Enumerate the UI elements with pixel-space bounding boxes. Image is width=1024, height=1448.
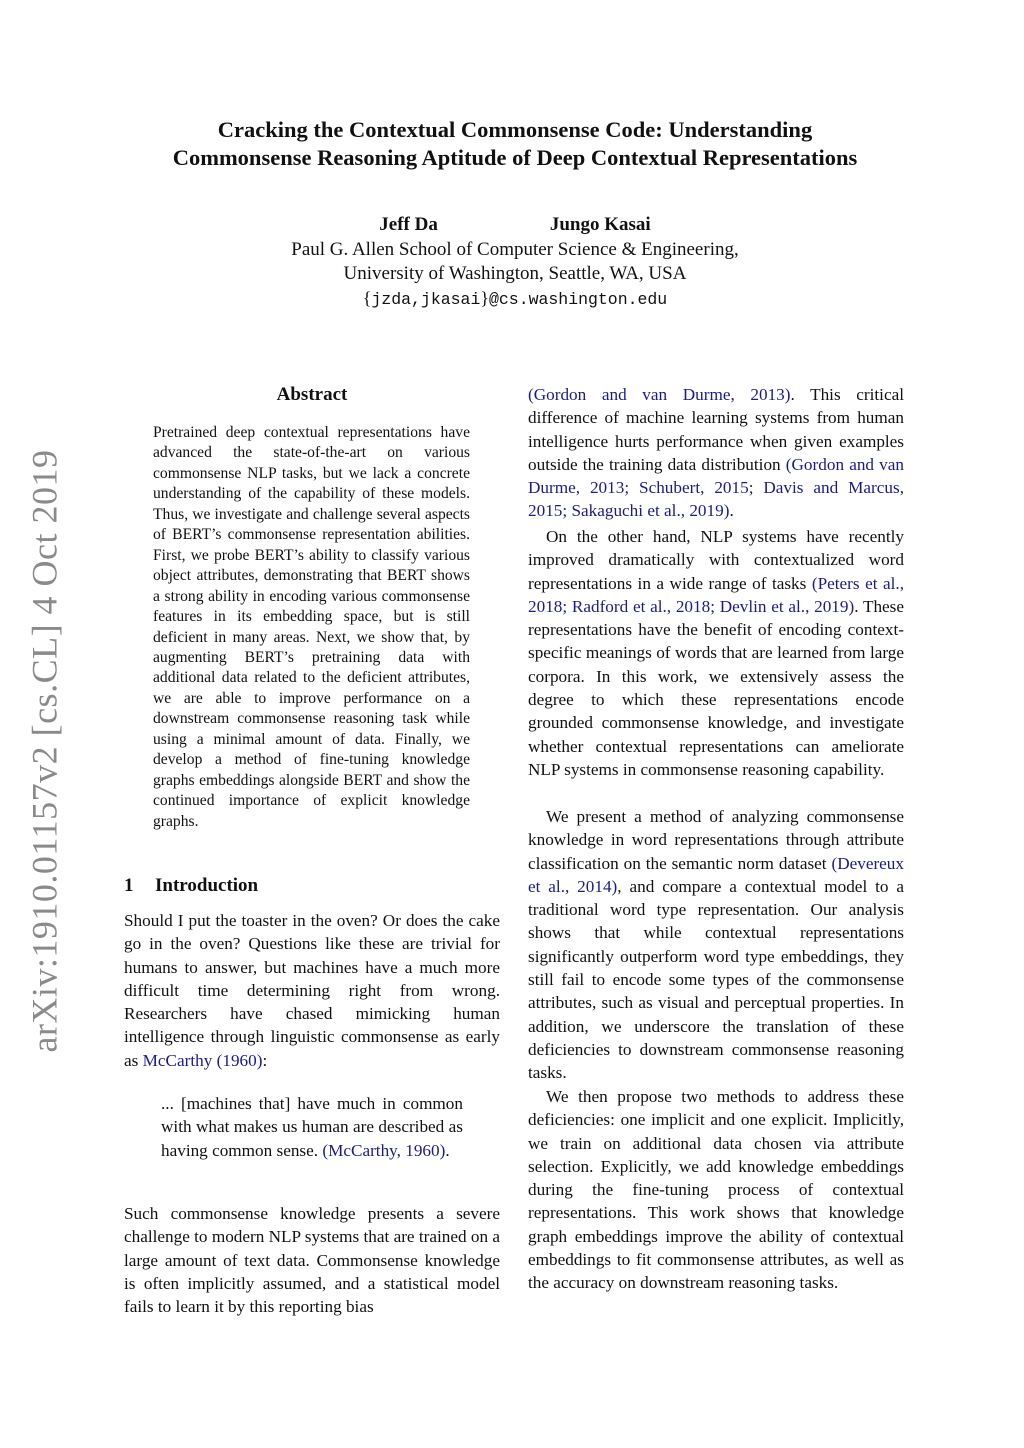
affiliation-line-1: Paul G. Allen School of Computer Science & Engineering, — [291, 239, 739, 260]
author-list — [90, 212, 940, 238]
intro-paragraph-4 — [528, 525, 904, 781]
email-domain: @cs.washington.edu — [488, 290, 668, 309]
citation-link[interactable]: (Devereux et al., 2014) — [528, 853, 904, 896]
quote-text: ... [machines that] have much in common with what makes us human are described as having common sense. — [161, 1094, 463, 1160]
affiliation — [90, 238, 940, 286]
citation-link[interactable]: (Peters et al., 2018; Radford et al., 2018; Devlin et al., 2019) — [528, 573, 904, 616]
intro-paragraph-6: We then propose two methods to address these deficiencies: one implicit and one explicit. Implicitly, we train on additional data chosen via attribute selection. Explicitly, we add knowledge embeddings during the fine-tuning process of contextual representations. This work shows that knowledge graph embeddings improve the ability of contextual embeddings to fit commonsense attributes, as well as the accuracy on downstream reasoning tasks. — [528, 1087, 904, 1293]
paragraph-text: . — [729, 501, 734, 521]
section-title: Introduction — [155, 875, 259, 896]
section-number: 1 — [124, 875, 134, 896]
intro-paragraph-3 — [528, 383, 904, 523]
arxiv-watermark — [14, 449, 76, 1053]
title-line-2: Commonsense Reasoning Aptitude of Deep Contextual Representations — [172, 145, 858, 170]
citation-link[interactable]: McCarthy — [142, 1050, 213, 1070]
paper-title — [90, 116, 940, 172]
abstract-heading: Abstract — [276, 384, 348, 405]
author-name: Jungo Kasai — [549, 214, 651, 235]
paragraph-text: . These representations have the benefit of encoding context-specific meanings of words that are learned from large corpora. In this work, we extensively assess the degree to which these representations encode grounded commonsense knowledge, and investigate whether contextual representations can ameliorate NLP systems in commonsense reasoning capability. — [528, 596, 904, 779]
citation-link[interactable]: (McCarthy, 1960) — [322, 1140, 446, 1160]
paragraph-text: On the other hand, NLP systems have recently improved dramatically with contextualized word representations in a wide range of tasks — [528, 527, 904, 593]
affiliation-line-2: University of Washington, Seattle, WA, USA — [343, 263, 687, 284]
arxiv-identifier: arXiv:1910.01157v2 [cs.CL] 4 Oct 2019 — [25, 449, 66, 1053]
section-heading — [124, 873, 500, 899]
paragraph-text: Should I put the toaster in the oven? Or does the cake go in the oven? Questions like these are trivial for humans to answer, but machines have a much more difficult time determining right from wrong. Researchers have chased mimicking human intelligence through linguistic commonsense as early as — [124, 911, 500, 1070]
quote-text: . — [445, 1140, 450, 1160]
title-line-1: Cracking the Contextual Commonsense Code: Understanding — [217, 117, 813, 142]
intro-paragraph-2: Such commonsense knowledge presents a severe challenge to modern NLP systems that are trained on a large amount of text data. Commonsense knowledge is often implicitly assumed, and a statistical model fails to learn it by this reporting bias — [124, 1204, 500, 1317]
paragraph-text: . This critical difference of machine learning systems from human intelligence hurts performance when given examples outside the training data distribution — [528, 385, 904, 474]
citation-link[interactable]: (Gordon and van Durme, 2013; Schubert, 2015; Davis and Marcus, 2015; Sakaguchi et al., 2019) — [528, 454, 904, 521]
intro-paragraph-1 — [124, 909, 500, 1072]
citation-link[interactable]: (1960) — [216, 1050, 263, 1070]
email-brace-close: } — [480, 288, 489, 308]
author-name: Jeff Da — [379, 214, 438, 235]
paragraph-text: : — [262, 1050, 268, 1070]
email-brace-open: { — [362, 288, 372, 308]
email-users: jzda,jkasai — [371, 290, 481, 309]
citation-link[interactable]: (Gordon and van Durme, 2013) — [528, 385, 791, 404]
paragraph-text: , and compare a contextual model to a traditional word type representation. Our analysis shows that while contextual representations significantly outperform word type embeddings, they still fail to encode some types of the commonsense attributes, such as visual and perceptual properties. In addition, we underscore the translation of these deficiencies to downstream commonsense reasoning tasks. — [528, 876, 904, 1083]
paragraph-text: We present a method of analyzing commonsense knowledge in word representations through attribute classification on the semantic norm dataset — [528, 807, 904, 873]
abstract-body: Pretrained deep contextual representations have advanced the state-of-the-art on various commonsense NLP tasks, but we lack a concrete understanding of the capability of these models. Thus, we investigate and challenge several aspects of BERT’s commonsense representation abilities. First, we probe BERT’s ability to classify various object attributes, demonstrating that BERT shows a strong ability in encoding various commonsense features in its embedding space, but is still deficient in many areas. Next, we show that, by augmenting BERT’s pretraining data with additional data related to the deficient attributes, we are able to improve performance on a downstream commonsense reasoning task while using a minimal amount of data. Finally, we develop a method of fine-tuning knowledge graphs embeddings alongside BERT and show the continued importance of explicit knowledge graphs. — [153, 424, 470, 830]
author-email — [90, 285, 940, 313]
intro-paragraph-5 — [528, 805, 904, 1085]
block-quote — [161, 1092, 463, 1162]
